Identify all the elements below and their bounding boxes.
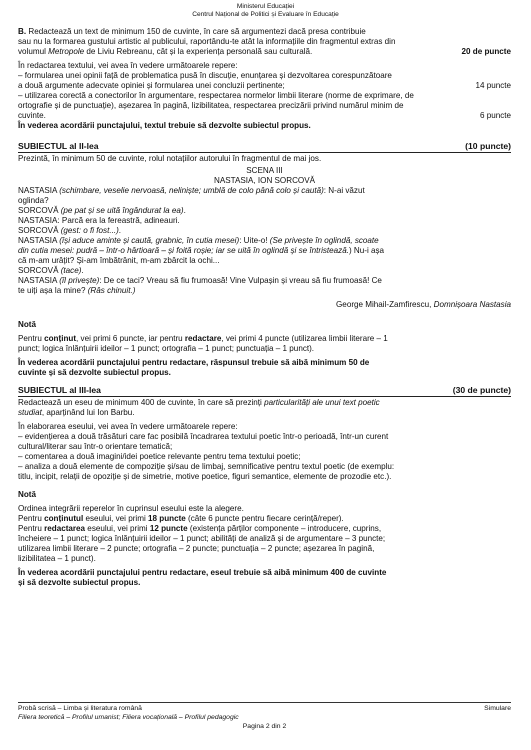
footer-line-1: Probă scrisă – Limba și literatura română Simulare — [18, 705, 511, 712]
section-3-note-line-4: încheiere – 1 punct; logica înlănțuirii ideilor – 1 punct; abilități de analiză și de argumentare – 3 puncte; — [18, 534, 386, 543]
dialogue-line-3: SORCOVĂ (pe pat și se uită îngândurat la ea). — [18, 206, 186, 215]
scene-title: SCENA III — [246, 166, 283, 175]
section-2-note-line-2: punct; logica înlănțuirii ideilor – 1 punct; ortografia – 1 punct; punctuația – 1 punct). — [18, 344, 315, 353]
partB-points: 20 de puncte — [461, 47, 511, 56]
section-3-heading: SUBIECTUL al III-lea (30 de puncte) — [18, 385, 511, 395]
section-3-points: (30 de puncte) — [452, 385, 511, 395]
dialogue-line-7: din cutia mesei: pudră – într-o hârtioară – și foită roșie; iar se uită în oglindă și se întristează.) Nu-i așa — [18, 246, 385, 255]
partB-line-1: B. Redactează un text de minimum 150 de cuvinte, în care să argumentezi dacă presa contribuie — [18, 27, 366, 36]
section-2-task: Prezintă, în minimum 50 de cuvinte, rolul notațiilor autorului în fragmentul de mai jos. — [18, 154, 322, 163]
section-2-heading: SUBIECTUL al II-lea (10 puncte) — [18, 141, 511, 151]
section-3-task-line-2: studiat, aparținând lui Ion Barbu. — [18, 408, 135, 417]
partB-criterion-2-points: 6 puncte — [479, 111, 511, 120]
section-3-bold-line-2: și să dezvolte subiectul propus. — [18, 578, 141, 587]
section-2-bold-line-2: cuvinte și să dezvolte subiectul propus. — [18, 368, 171, 377]
partB-intro: În redactarea textului, vei avea în vedere următoarele repere: — [18, 61, 238, 70]
partB-criterion-2b: ortografie și de punctuație), așezarea în pagină, lizibilitatea, respectarea precizării privind numărul minim de — [18, 101, 404, 110]
section-3-note-line-6: lizibilitatea – 1 punct). — [18, 554, 96, 563]
section-3-note-line-2: Pentru conținutul eseului, vei primi 18 puncte (câte 6 puncte pentru fiecare cerință/reper). — [18, 514, 344, 523]
partB-criterion-1a: – formularea unei opinii față de problematica pusă în discuție, enunțarea și dezvoltarea corespunzătoare — [18, 71, 392, 80]
ministry-name: Ministerul Educației — [236, 3, 295, 10]
dialogue-line-8: că m-am urâțit? Și-am îmbătrânit, m-am zbârcit la ochi... — [18, 256, 220, 265]
partB-line-3: volumul Metropole de Liviu Rebreanu, cât și la experiența personală sau culturală. 20 de puncte — [18, 47, 511, 56]
footer-line-2: Filiera teoretică – Profilul umanist; Filiera vocațională – Profilul pedagogic — [18, 714, 239, 721]
scene-characters: NASTASIA, ION SORCOVĂ — [213, 176, 316, 185]
partB-criterion-2c: cuvinte. 6 puncte — [18, 111, 511, 120]
partB-line-2: sau nu la formarea gustului artistic al publicului, raportându-te atât la informațiile din fragmentul extras din — [18, 37, 396, 46]
dialogue-line-1: NASTASIA (schimbare, veselie nervoasă, neliniște; umblă de colo până colo și caută): N-ai văzut — [18, 186, 365, 195]
page-number: Pagina 2 din 2 — [242, 723, 287, 730]
dialogue-line-2: oglinda? — [18, 196, 49, 205]
dialogue-line-11: te uiți așa la mine? (Râs chinuit.) — [18, 286, 136, 295]
section-2-points: (10 puncte) — [465, 141, 511, 151]
section-3-note-line-5: utilizarea limbii literare – 2 puncte; ortografia – 2 puncte; punctuația – 2 puncte; așezarea în pagină, — [18, 544, 375, 553]
section-3-req-3b: titlu, incipit, relații de opoziție și de simetrie, motive poetice, figuri semantice, elemente de prozodie etc.). — [18, 472, 392, 481]
partB-label: B. — [18, 27, 27, 36]
section-3-req-3a: – analiza a două elemente de compoziție și/sau de limbaj, semnificative pentru textul poetic (de exemplu: — [18, 462, 395, 471]
fragment-source: George Mihail-Zamfirescu, Domnișoara Nastasia — [336, 300, 511, 309]
section-3-req-2: – comentarea a două imagini/idei poetice relevante pentru tema textului poetic; — [18, 452, 301, 461]
section-3-note-line-3: Pentru redactarea eseului, vei primi 12 puncte (existența părților componente – introducere, cuprins, — [18, 524, 382, 533]
section-3-intro: În elaborarea eseului, vei avea în vedere următoarele repere: — [18, 422, 238, 431]
section-2-bold-line-1: În vederea acordării punctajului pentru redactare, răspunsul trebuie să aibă minimum 50 de — [18, 358, 370, 367]
dialogue-line-10: NASTASIA (îl privește): De ce taci? Vreau să fiu frumoasă! Vine Vulpașin și vreau să fiu frumoasă! Ce — [18, 276, 382, 285]
section-2-note-line-1: Pentru conținut, vei primi 6 puncte, iar pentru redactare, vei primi 4 puncte (utilizarea limbii literare – 1 — [18, 334, 388, 343]
partB-criterion-1b: a două argumente adecvate opiniei și formularea unei concluzii pertinente; 14 puncte — [18, 81, 511, 90]
section-3-bold-line-1: În vederea acordării punctajului pentru redactare, eseul trebuie să aibă minimum 400 de cuvinte — [18, 568, 387, 577]
partB-criterion-1-points: 14 puncte — [475, 81, 511, 90]
dialogue-line-9: SORCOVĂ (tace). — [18, 266, 84, 275]
dialogue-line-6: NASTASIA (își aduce aminte și caută, grabnic, în cutia mesei): Uite-o! (Se privește în oglindă, scoate — [18, 236, 379, 245]
dialogue-line-5: SORCOVĂ (gest: o fi fost...). — [18, 226, 122, 235]
dialogue-line-4: NASTASIA: Parcă era la fereastră, adineauri. — [18, 216, 180, 225]
footer-simulare: Simulare — [484, 705, 511, 712]
section-3-note-title: Notă — [18, 490, 36, 499]
center-name: Centrul Național de Politici și Evaluare în Educație — [192, 11, 339, 18]
section-3-req-1a: – evidențierea a două trăsături care fac posibilă încadrarea textului poetic într-o perioadă, într-un curent — [18, 432, 389, 441]
section-3-note-line-1: Ordinea integrării reperelor în cuprinsul eseului este la alegere. — [18, 504, 244, 513]
section-3-task-line-1: Redactează un eseu de minimum 400 de cuvinte, în care să prezinți particularități ale unui text poetic — [18, 398, 380, 407]
section-3-req-1b: cultural/literar sau într-o orientare tematică; — [18, 442, 173, 451]
partB-criterion-2a: – utilizarea corectă a conectorilor în argumentare, respectarea normelor limbii literare (norme de exprimare, de — [18, 91, 414, 100]
partB-note: În vederea acordării punctajului, textul trebuie să dezvolte subiectul propus. — [18, 121, 311, 130]
section-2-note-title: Notă — [18, 320, 36, 329]
footer-rule — [18, 702, 511, 703]
